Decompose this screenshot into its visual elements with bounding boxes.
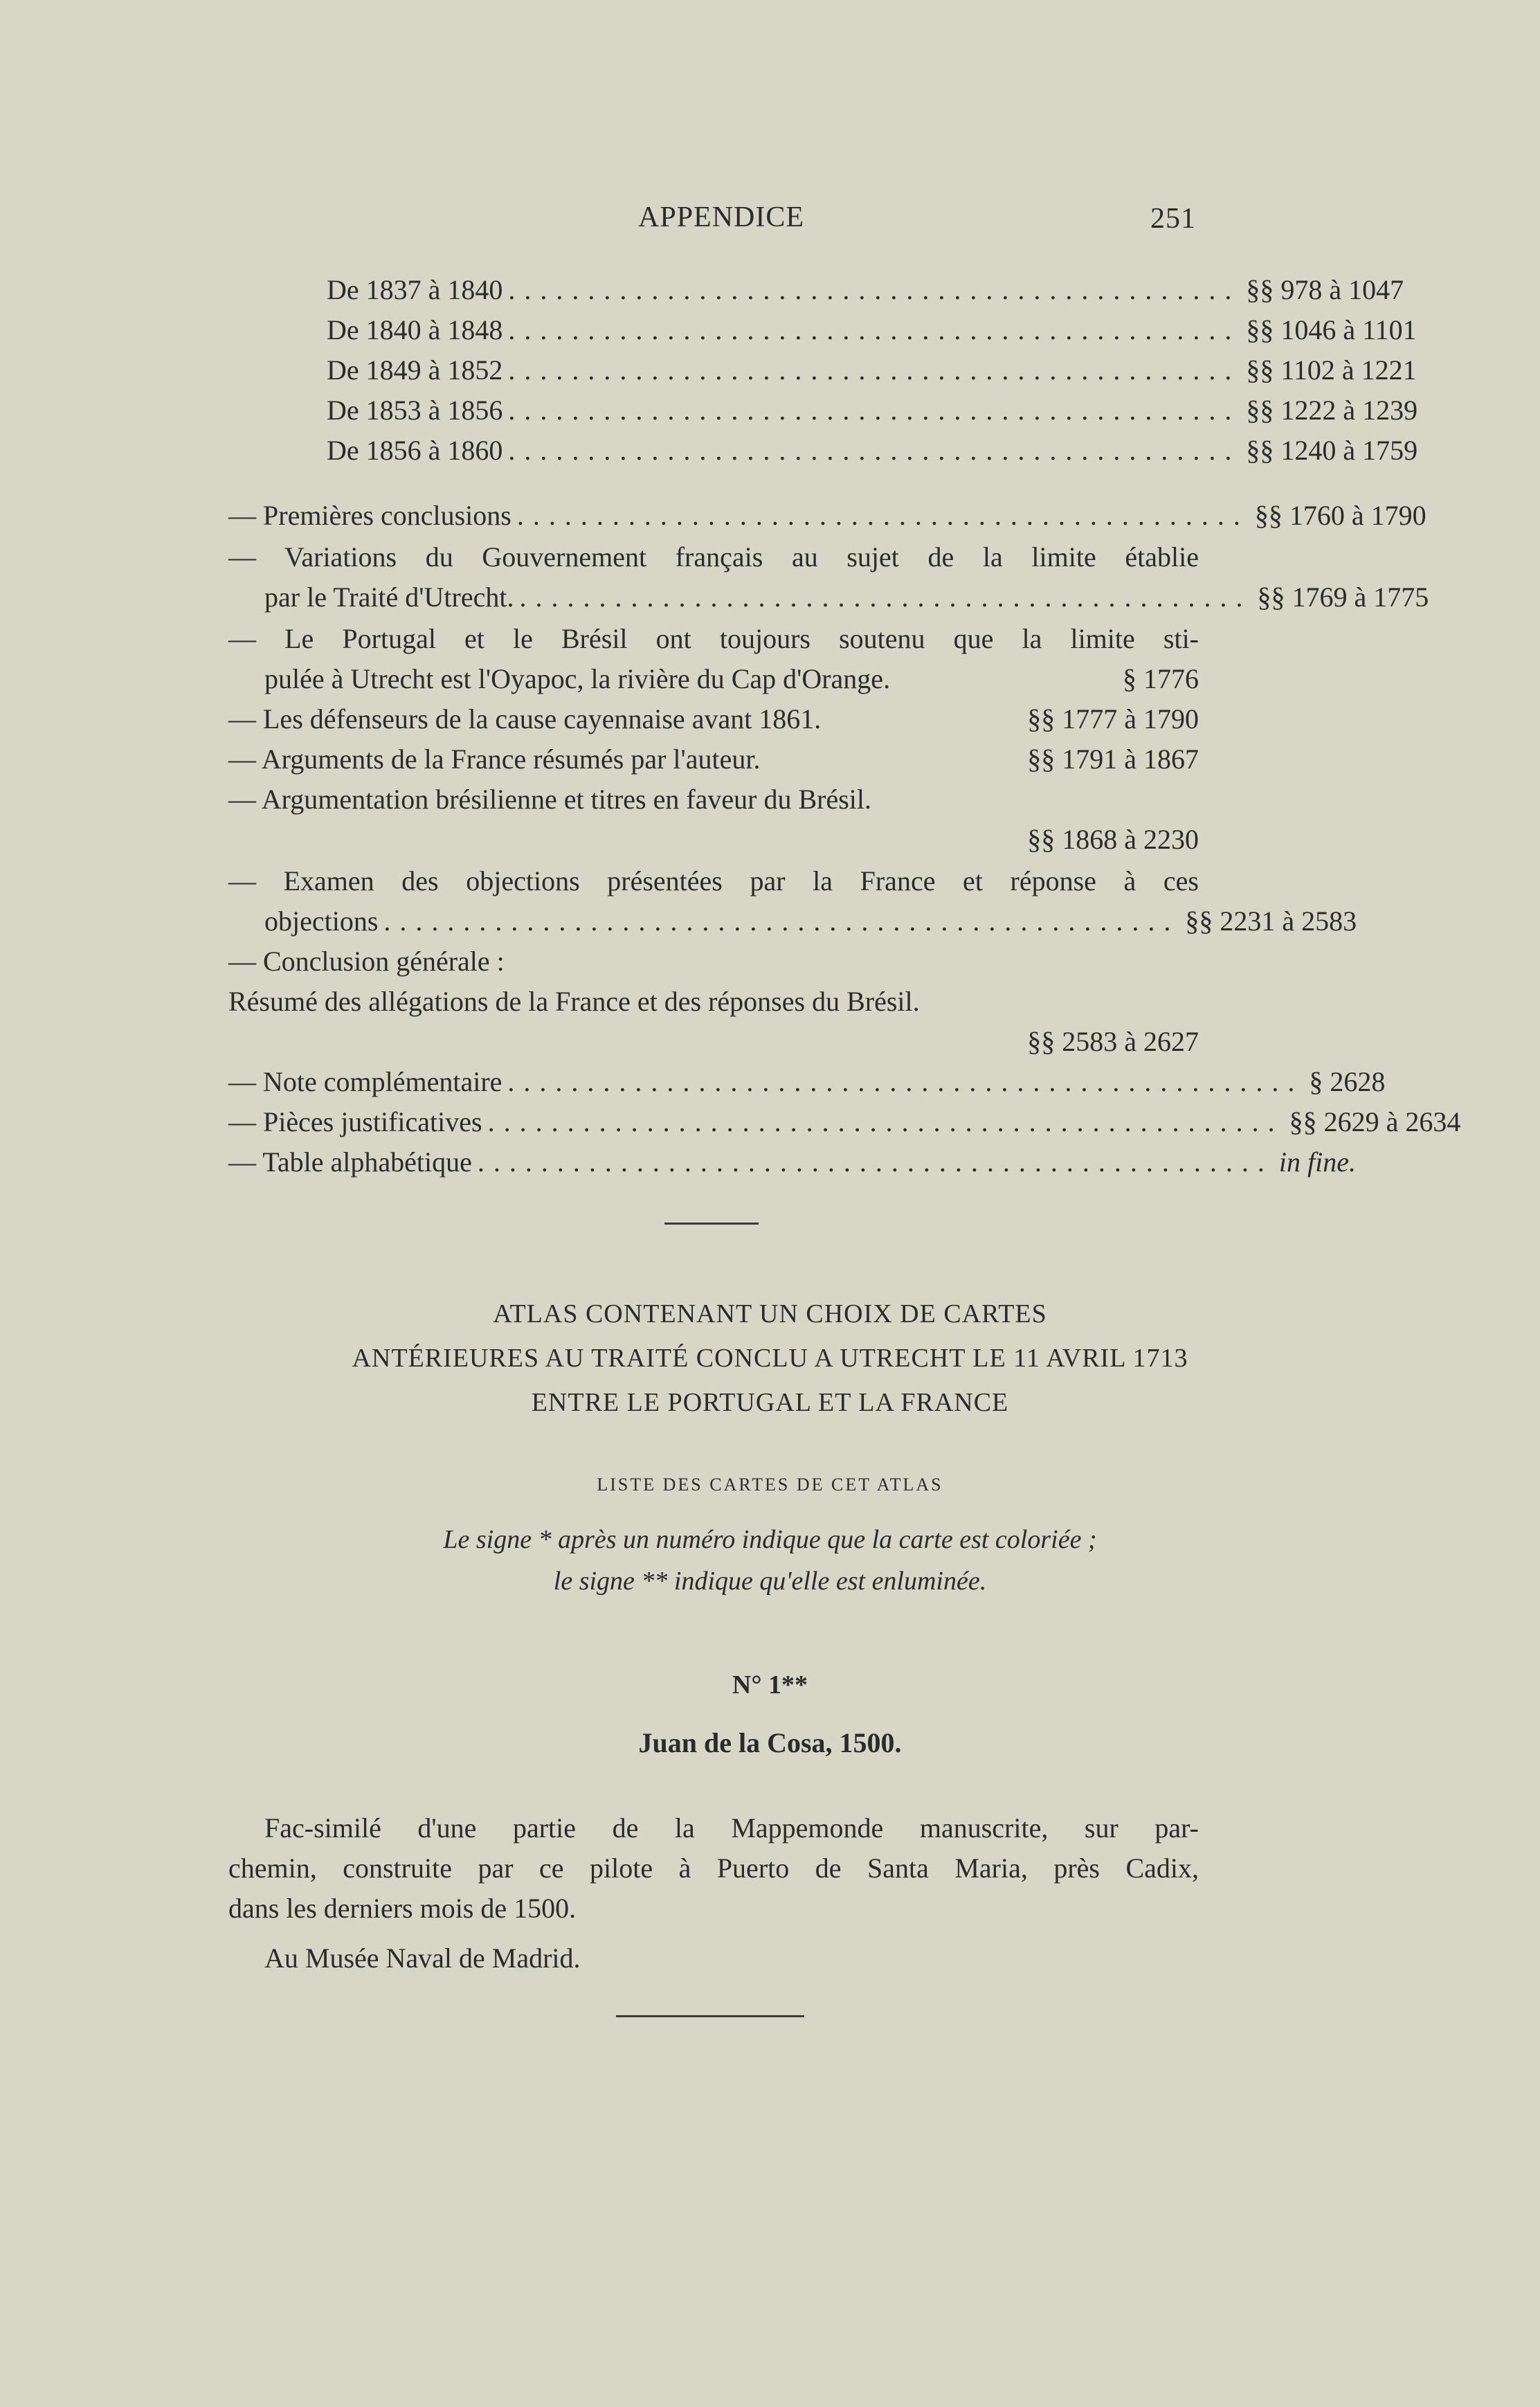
toc-row-date-range	[327, 390, 1418, 431]
toc-ref: §§ 1760 à 1790	[1254, 500, 1426, 531]
toc-ref: §§ 1240 à 1759	[1246, 435, 1418, 466]
toc-text-argumentation: — Argumentation brésilienne et titres en faveur du Brésil.	[228, 784, 872, 815]
toc-row-arguments	[228, 739, 1199, 779]
toc-label: De 1849 à 1852	[327, 354, 503, 386]
toc-label: — Note complémentaire	[228, 1066, 502, 1097]
toc-label: De 1853 à 1856	[327, 395, 503, 426]
toc-ref: §§ 1046 à 1101	[1246, 314, 1417, 345]
toc-row-date-range	[327, 310, 1417, 350]
toc-label: objections	[264, 905, 379, 937]
toc-row-note	[228, 1062, 1386, 1102]
atlas-note-line-1: Le signe * après un numéro indique que la carte est coloriée ;	[443, 1525, 1097, 1554]
leader-dots: ..............................................	[516, 500, 1249, 531]
toc-ref: § 2628	[1309, 1066, 1386, 1097]
toc-label: — Les défenseurs de la cause cayennaise avant 1861.	[228, 703, 822, 734]
toc-label: — Pièces justificatives	[228, 1106, 482, 1137]
atlas-note-line-2: le signe ** indique qu'elle est enluminée.	[553, 1567, 987, 1596]
toc-ref: §§ 2629 à 2634	[1289, 1106, 1461, 1137]
leader-dots: ..............................................	[508, 395, 1241, 426]
toc-row-variations	[264, 577, 1429, 617]
map-description-line-1: Fac-similé d'une partie de la Mappemonde manuscrite, sur par-	[264, 1812, 1199, 1843]
toc-row-date-range	[327, 350, 1417, 390]
map-description-line-2: chemin, construite par ce pilote à Puerto de Santa Maria, près Cadix,	[228, 1852, 1199, 1884]
list-heading: LISTE DES CARTES DE CET ATLAS	[597, 1475, 943, 1495]
toc-text-examen: — Examen des objections présentées par la France et réponse à ces	[228, 865, 1199, 896]
toc-text-variations: — Variations du Gouvernement français au sujet de la limite établie	[228, 541, 1199, 573]
toc-text-conclusion: — Conclusion générale :	[228, 946, 505, 977]
toc-ref: §§ 1777 à 1790	[1027, 703, 1199, 734]
map-description-line-3: dans les derniers mois de 1500.	[228, 1893, 577, 1924]
toc-label: — Table alphabétique	[228, 1146, 472, 1178]
toc-ref: §§ 1769 à 1775	[1257, 582, 1429, 613]
leader-dots: ..............................................	[508, 435, 1241, 466]
toc-ref: in fine.	[1278, 1146, 1356, 1178]
map-title: Juan de la Cosa, 1500.	[638, 1727, 902, 1758]
toc-ref: §§ 1791 à 1867	[1027, 743, 1199, 775]
toc-ref-resume: §§ 2583 à 2627	[1027, 1026, 1199, 1057]
toc-label: — Premières conclusions	[228, 500, 511, 531]
toc-ref: §§ 1222 à 1239	[1246, 395, 1418, 426]
toc-row-defenseurs	[228, 699, 1199, 739]
atlas-title-line-2: ANTÉRIEURES AU TRAITÉ CONCLU A UTRECHT LE 11 AVRIL 1713	[352, 1344, 1188, 1373]
toc-ref: §§ 2231 à 2583	[1185, 905, 1357, 937]
leader-dots: ..................................................	[487, 1106, 1284, 1137]
toc-text-portugal: — Le Portugal et le Brésil ont toujours soutenu que la limite sti-	[228, 623, 1199, 654]
toc-ref-argumentation: §§ 1868 à 2230	[1027, 824, 1199, 855]
toc-row-portugal	[264, 659, 1199, 699]
toc-label: De 1840 à 1848	[327, 314, 503, 345]
toc-row-examen	[264, 901, 1357, 941]
toc-label: — Arguments de la France résumés par l'auteur.	[228, 743, 761, 775]
atlas-title-line-3: ENTRE LE PORTUGAL ET LA FRANCE	[531, 1388, 1009, 1417]
leader-dots: ..................................................	[507, 1066, 1304, 1097]
leader-dots: ..............................................	[508, 274, 1241, 305]
toc-text-resume: Résumé des allégations de la France et des réponses du Brésil.	[228, 986, 920, 1017]
toc-row-table	[228, 1142, 1356, 1182]
toc-row-date-range	[327, 431, 1418, 471]
leader-dots: ..............................................	[519, 582, 1252, 613]
toc-row-date-range	[327, 270, 1404, 310]
toc-row-pieces	[228, 1102, 1461, 1142]
toc-ref: §§ 1102 à 1221	[1246, 354, 1417, 386]
toc-label: par le Traité d'Utrecht.	[264, 582, 514, 613]
toc-ref: §§ 978 à 1047	[1246, 274, 1404, 305]
leader-dots: ..................................................	[477, 1146, 1274, 1178]
toc-ref: § 1776	[1123, 663, 1199, 694]
page-number: 251	[1150, 203, 1196, 235]
atlas-title-line-1: ATLAS CONTENANT UN CHOIX DE CARTES	[493, 1299, 1047, 1328]
toc-label: pulée à Utrecht est l'Oyapoc, la rivière du Cap d'Orange.	[264, 663, 891, 694]
toc-label: De 1837 à 1840	[327, 274, 503, 305]
toc-row-premieres	[228, 496, 1426, 536]
leader-dots: ..............................................	[508, 314, 1241, 345]
leader-dots: ..................................................	[383, 905, 1180, 937]
map-location: Au Musée Naval de Madrid.	[264, 1942, 581, 1974]
map-number: N° 1**	[732, 1670, 808, 1700]
end-divider	[616, 2015, 804, 2017]
running-head-title: APPENDICE	[638, 201, 805, 233]
leader-dots: ..............................................	[508, 354, 1241, 386]
section-divider	[664, 1223, 759, 1225]
toc-label: De 1856 à 1860	[327, 435, 503, 466]
